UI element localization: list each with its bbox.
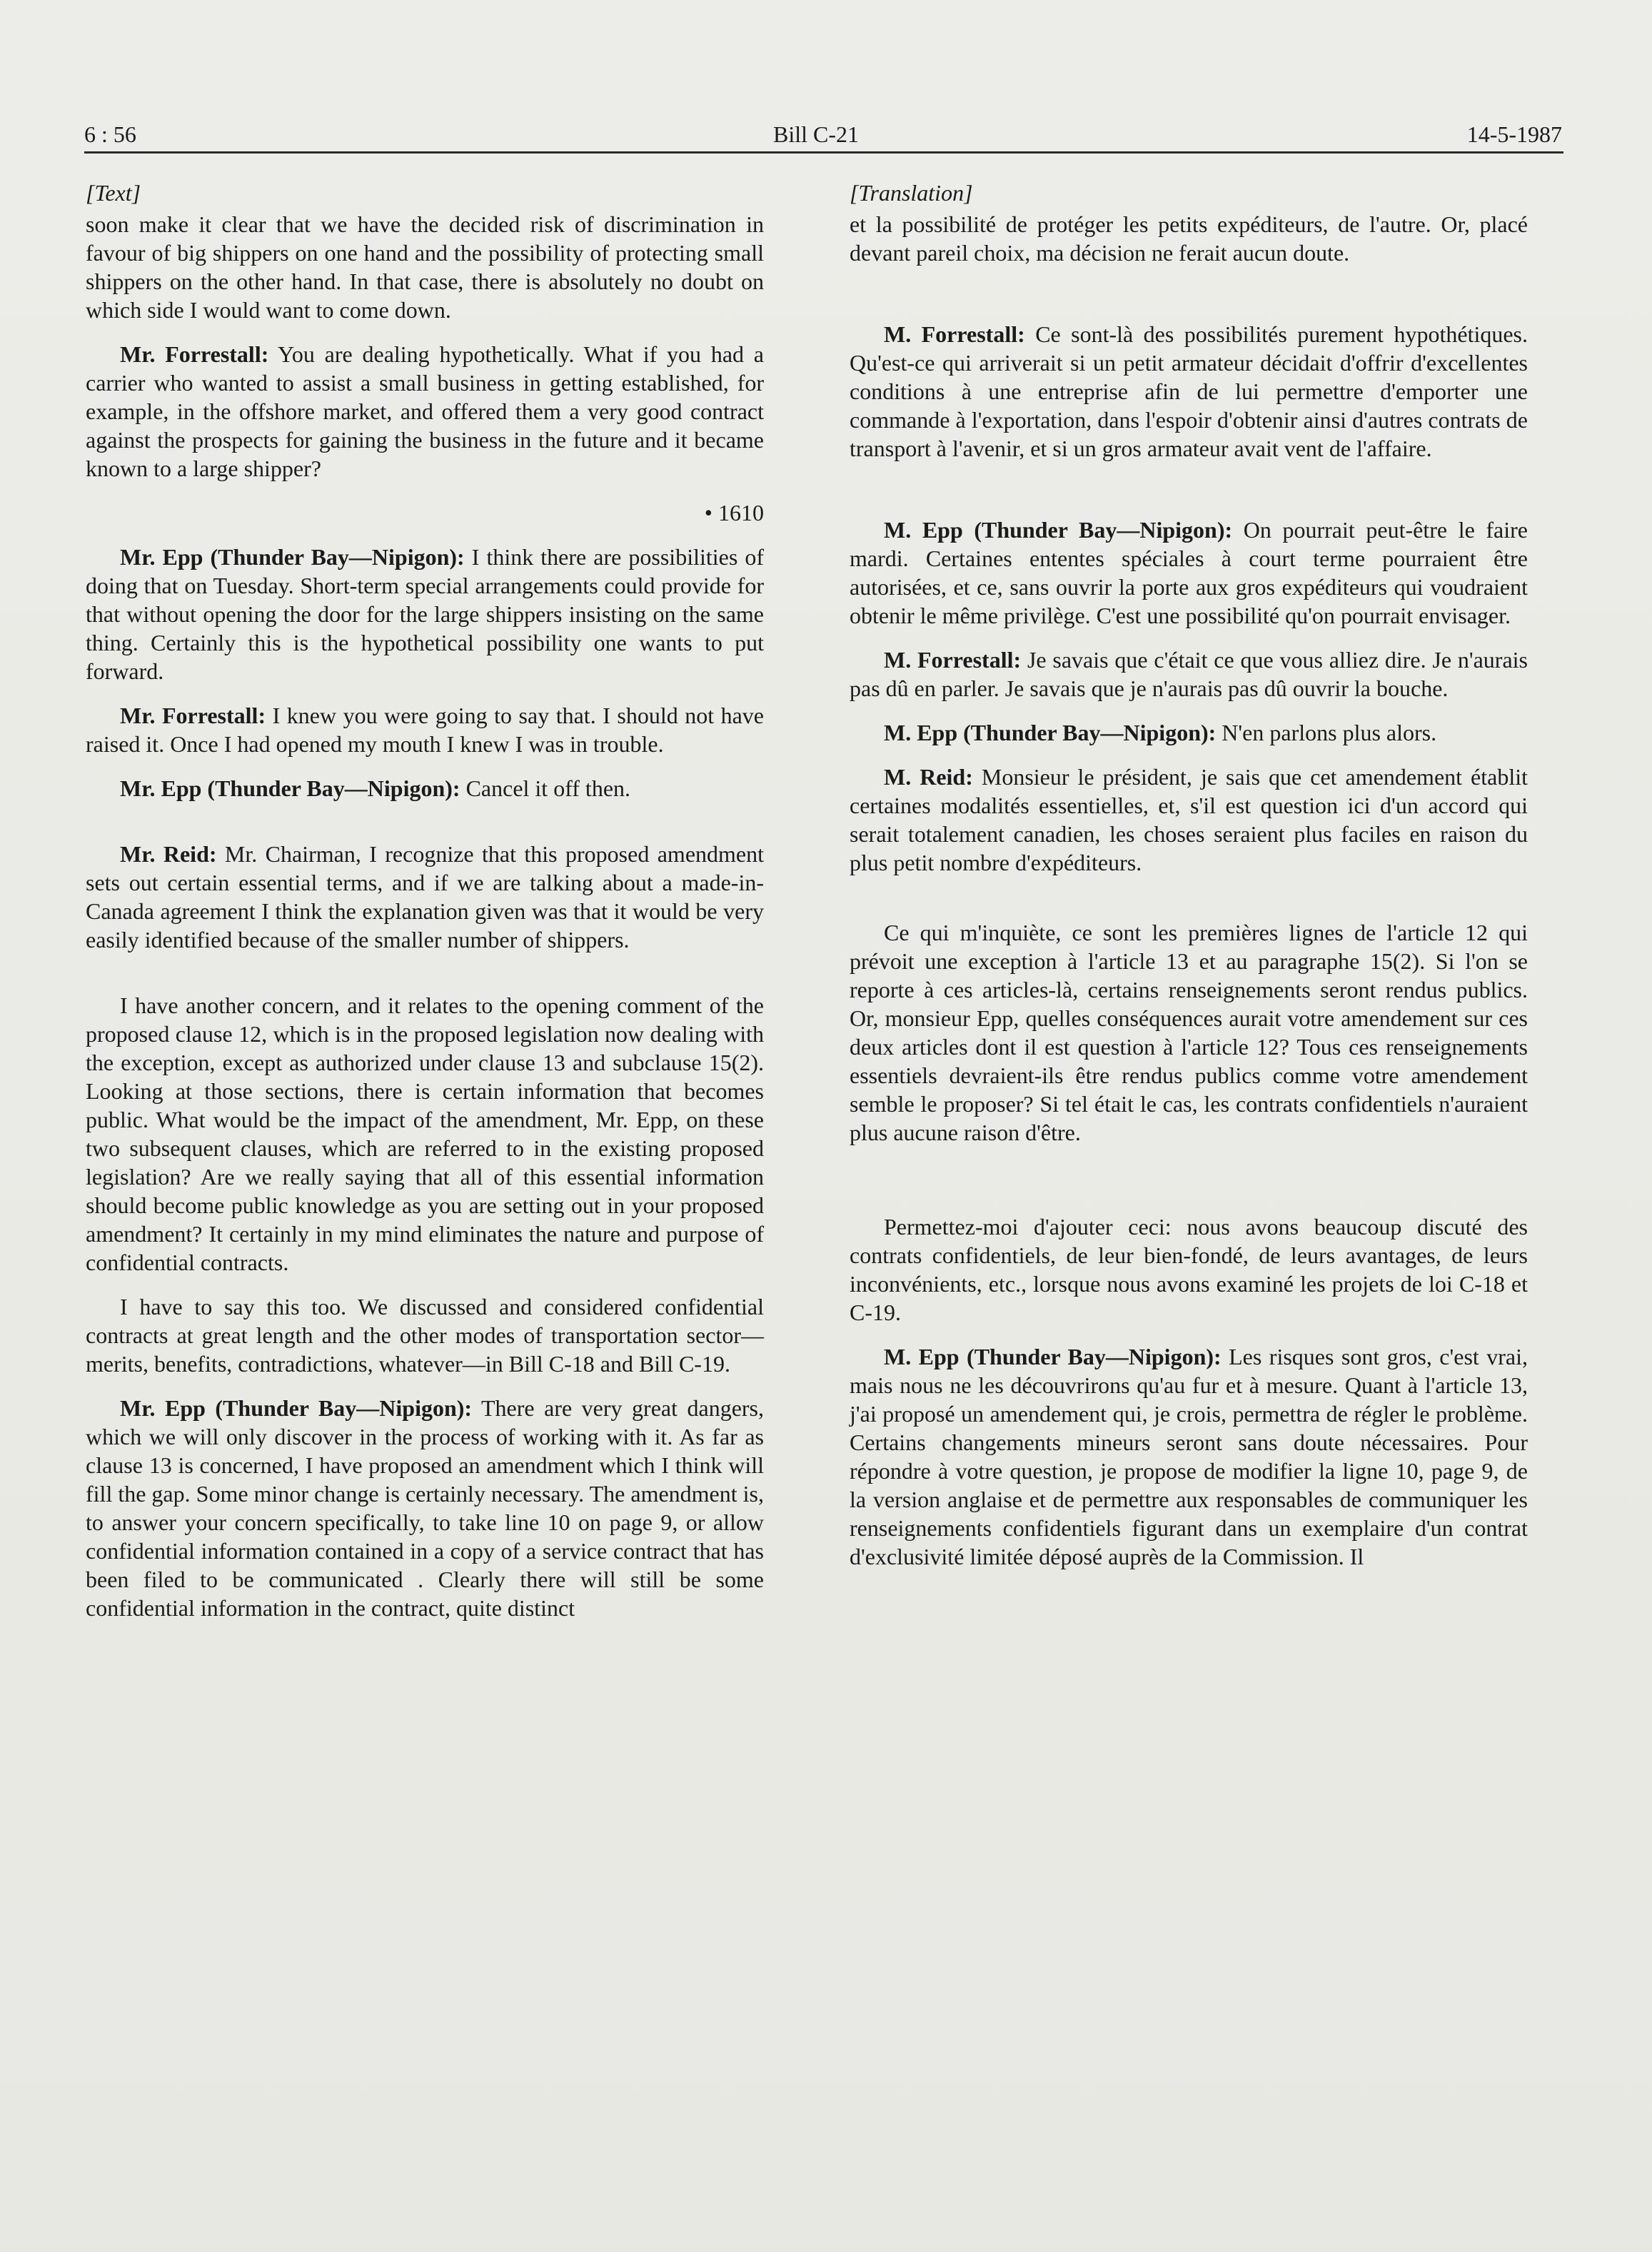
paragraph: M. Epp (Thunder Bay—Nipigon): On pourrait peut-être le faire mardi. Certaines ententes spéciales à court terme pourraient être autorisées, et ce, sans ouvrir la porte aux gros expéditeurs qui voudraient obtenir le même privilège. C'est une possibilité qu'on pourrait envisager. (850, 517, 1528, 628)
paragraph: Mr. Epp (Thunder Bay—Nipigon): There are very great dangers, which we will only discover in the process of working with it. As far as clause 13 is concerned, I have proposed an amendment which I think will fill the gap. Some minor change is certainly necessary. The amendment is, to answer your concern specifically, to take line 10 on page 9, or allow confidential information contained in a copy of a service contract that has been filed to be communicated . Clearly there will still be some confidential information in the contract, quite distinct (86, 1395, 765, 1621)
speaker-name: M. Forrestall: (884, 647, 1022, 673)
paragraph: M. Epp (Thunder Bay—Nipigon): Les risques sont gros, c'est vrai, mais nous ne les découvrirons qu'au fur et à mesure. Quant à l'article 13, j'ai proposé un amendement qui, je crois, permettra de régler le problème. Certains changements mineurs seront sans doute nécessaires. Pour répondre à votre question, je propose de modifier la ligne 10, page 9, de la version anglaise et de permettre aux responsables de communiquer les renseignements confidentiels figurant dans un exemplaire d'un contrat d'exclusivité limitée déposé auprès de la Commission. Il (850, 1344, 1528, 1569)
paragraph: soon make it clear that we have the decided risk of discrimination in favour of big shippers on one hand and the possibility of protecting small shippers on the other hand. In that case, there is absolutely no doubt on which side I would want to come down. (86, 211, 764, 323)
paragraph: Mr. Reid: Mr. Chairman, I recognize that this proposed amendment sets out certain essential terms, and if we are talking about a made-in-Canada agreement I think the explanation given was that it would be very easily identified because of the smaller number of shippers. (86, 841, 764, 952)
speaker-name: Mr. Reid: (120, 841, 217, 867)
paragraph: I have another concern, and it relates to the opening comment of the proposed clause 12, which is in the proposed legislation now dealing with the exception, except as authorized under clause 13 and subclause 15(2). Looking at those sections, there is certain information that becomes public. What would be the impact of the amendment, Mr. Epp, on these two subsequent clauses, which are referred to in the existing proposed legislation? Are we really saying that all of this essential information should become public knowledge as you are setting out in your proposed amendment? It certainly in my mind eliminates the nature and purpose of confidential contracts. (86, 992, 764, 1275)
paragraph: I have to say this too. We discussed and considered confidential contracts at great length and the other modes of transportation sector—merits, benefits, contradictions, whatever—in Bill C-18 and Bill C-19. (86, 1294, 764, 1377)
paragraph: M. Forrestall: Ce sont-là des possibilités purement hypothétiques. Qu'est-ce qui arriverait si un petit armateur décidait d'offrir d'excellentes conditions à une entreprise afin de lui permettre d'emporter une commande à l'exportation, dans l'espoir d'obtenir ainsi d'autres contrats de transport à l'avenir, et si un gros armateur avait vent de l'affaire. (850, 321, 1528, 461)
paragraph: M. Reid: Monsieur le président, je sais que cet amendement établit certaines modalités essentielles, et, s'il est question ici d'un accord qui serait totalement canadien, les choses seraient plus faciles en raison du plus petit nombre d'expéditeurs. (850, 764, 1528, 875)
speaker-name: Mr. Forrestall: (120, 703, 266, 728)
text-label: [Text] (86, 180, 141, 206)
page-date: 14-5-1987 (1466, 121, 1562, 147)
french-column (850, 179, 1528, 1587)
speaker-name: Mr. Forrestall: (120, 341, 269, 367)
paragraph: et la possibilité de protéger les petits expéditeurs, de l'autre. Or, placé devant pareil choix, ma décision ne ferait aucun doute. (850, 211, 1528, 266)
speaker-name: M. Epp (Thunder Bay—Nipigon): (884, 517, 1233, 543)
paragraph: Mr. Epp (Thunder Bay—Nipigon): Cancel it off then. (120, 775, 631, 801)
timestamp: • 1610 (704, 500, 764, 526)
speaker-name: M. Reid: (884, 764, 973, 790)
page-number: 6 : 56 (84, 121, 136, 147)
speaker-name: Mr. Epp (Thunder Bay—Nipigon): (120, 775, 460, 801)
speaker-name: M. Forrestall: (884, 321, 1025, 347)
header-rule (84, 151, 1563, 154)
english-column (86, 179, 764, 1638)
paragraph: Mr. Forrestall: You are dealing hypothetically. What if you had a carrier who wanted to assist a small business in getting established, for example, in the offshore market, and offered them a very good contract against the prospects for gaining the business in the future and it became known to a large shipper? (86, 341, 765, 481)
speaker-name: Mr. Epp (Thunder Bay—Nipigon): (120, 544, 465, 570)
speaker-name: Mr. Epp (Thunder Bay—Nipigon): (120, 1395, 473, 1421)
paragraph: Ce qui m'inquiète, ce sont les premières lignes de l'article 12 qui prévoit une exception à l'article 13 et au paragraphe 15(2). Si l'on se reporte à ces articles-là, certains renseignements seront rendus publics. Or, monsieur Epp, quelles conséquences aurait votre amendement sur ces deux articles dont il est question à l'article 12? Tous ces renseignements essentiels devraient-ils être rendus publics comme votre amendement semble le proposer? Si tel était le cas, les contrats confidentiels n'auraient plus aucune raison d'être. (850, 920, 1528, 1145)
paragraph: Permettez-moi d'ajouter ceci: nous avons beaucoup discuté des contrats confidentiels, de leur bien-fondé, de leurs avantages, de leurs inconvénients, etc., lorsque nous avons examiné les projets de loi C-18 et C-19. (850, 1214, 1528, 1325)
bill-title: Bill C-21 (773, 121, 860, 147)
paragraph: Mr. Forrestall: I knew you were going to say that. I should not have raised it. Once I had opened my mouth I knew I was in trouble. (86, 703, 765, 757)
paragraph: Mr. Epp (Thunder Bay—Nipigon): I think there are possibilities of doing that on Tuesday. Short-term special arrangements could provide for that without opening the door for the large shippers insisting on the same thing. Certainly this is the hypothetical possibility one wants to put forward. (86, 544, 764, 684)
translation-label: [Translation] (850, 180, 973, 206)
speaker-name: M. Epp (Thunder Bay—Nipigon): (884, 1344, 1222, 1369)
paragraph: M. Forrestall: Je savais que c'était ce que vous alliez dire. Je n'aurais pas dû en parler. Je savais que je n'aurais pas dû ouvrir la bouche. (850, 647, 1528, 701)
paragraph: M. Epp (Thunder Bay—Nipigon): N'en parlons plus alors. (884, 720, 1437, 745)
speaker-name: M. Epp (Thunder Bay—Nipigon): (884, 720, 1217, 745)
